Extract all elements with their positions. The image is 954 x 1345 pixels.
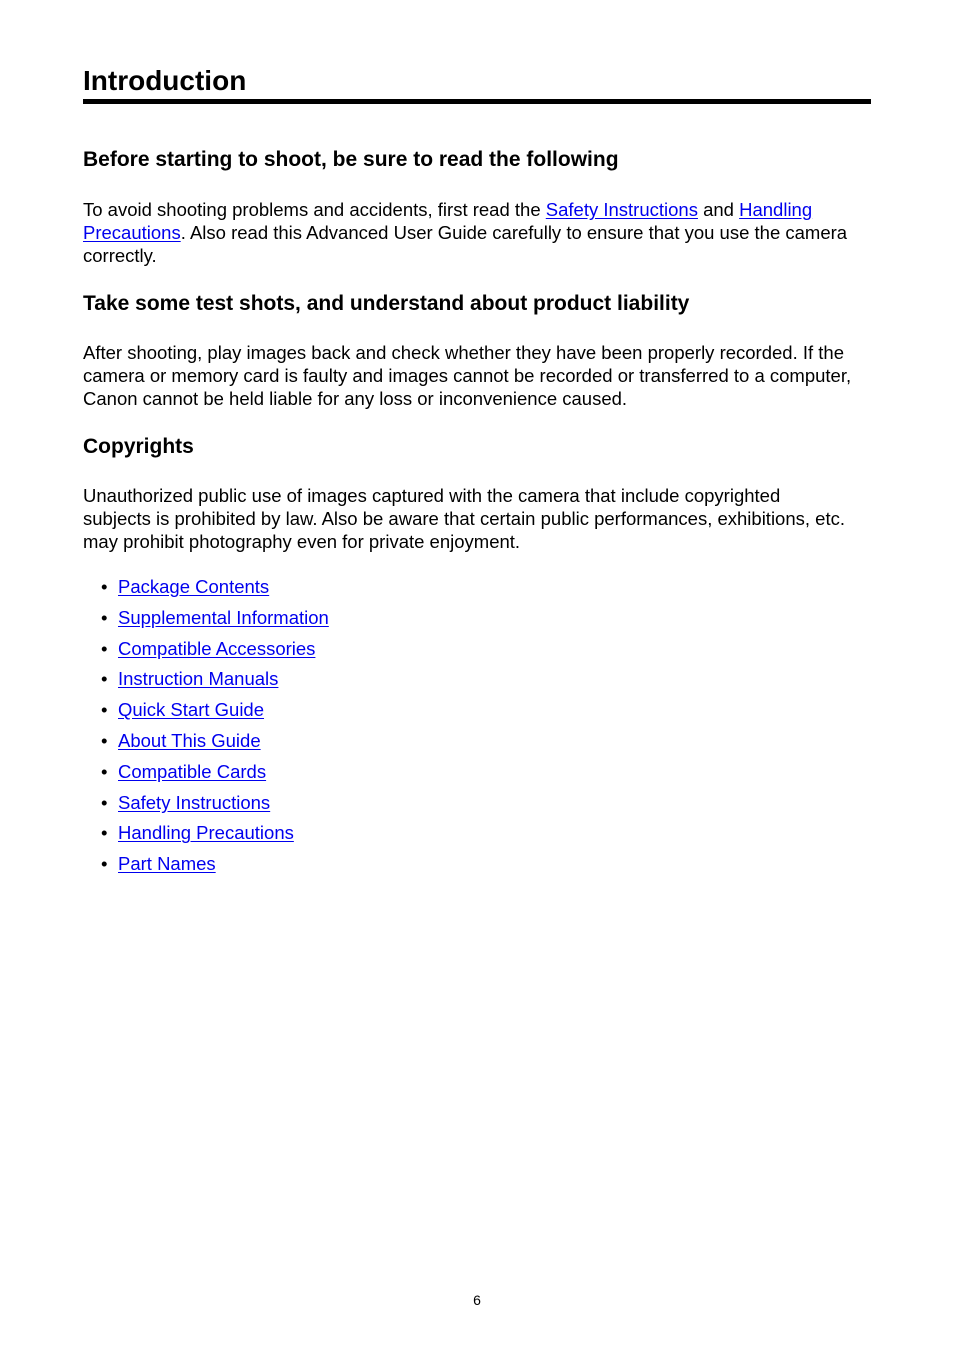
list-item (83, 790, 329, 821)
body-text: . Also read this Advanced User Guide carefully to ensure that you use the camera correctly. (83, 222, 848, 266)
title-divider (83, 99, 871, 104)
list-item (83, 851, 329, 882)
body-text: To avoid shooting problems and accidents, first read the (83, 199, 546, 220)
list-item (83, 697, 329, 728)
bullet: • (101, 729, 108, 751)
section-heading-copyrights: Copyrights (83, 435, 194, 458)
link-compatible-accessories[interactable]: Compatible Accessories (118, 637, 316, 659)
link-safety-instructions[interactable]: Safety Instructions (118, 791, 271, 813)
bullet: • (101, 791, 108, 813)
list-item (83, 666, 329, 697)
related-links-list (83, 574, 329, 882)
list-item (83, 759, 329, 790)
link-safety-instructions-inline[interactable]: Safety Instructions (545, 199, 698, 220)
bullet: • (101, 668, 108, 690)
link-package-contents[interactable]: Package Contents (118, 576, 270, 597)
link-handling-precautions[interactable]: Handling Precautions (118, 822, 294, 844)
bullet: • (101, 822, 108, 844)
section-heading-test-shots: Take some test shots, and understand about product liability (83, 292, 690, 315)
body-text: and (697, 199, 740, 220)
bullet: • (101, 606, 108, 628)
bullet: • (101, 576, 108, 597)
bullet: • (101, 637, 108, 659)
list-item (83, 820, 329, 851)
list-item (83, 636, 329, 667)
list-item (83, 728, 329, 759)
link-supplemental-information[interactable]: Supplemental Information (118, 606, 329, 628)
page-title: Introduction (83, 65, 247, 96)
link-quick-start-guide[interactable]: Quick Start Guide (118, 699, 265, 721)
link-instruction-manuals[interactable]: Instruction Manuals (118, 668, 279, 690)
link-about-this-guide[interactable]: About This Guide (118, 729, 261, 751)
section-body-before-shooting (83, 198, 853, 267)
list-item (83, 605, 329, 636)
section-heading-before-shooting: Before starting to shoot, be sure to read the following (83, 148, 619, 171)
link-compatible-cards[interactable]: Compatible Cards (118, 760, 267, 782)
page-number: 6 (473, 1292, 481, 1308)
bullet: • (101, 853, 108, 875)
bullet: • (101, 699, 108, 721)
section-body-copyrights: Unauthorized public use of images captured with the camera that include copyrighted subjects is prohibited by law. Also be aware that certain public performances, exhibitions, etc. may prohibit photography even for private enjoyment. (83, 485, 845, 552)
list-item (83, 574, 329, 605)
link-handling-precautions-inline[interactable]: Handling Precautions (83, 199, 813, 243)
bullet: • (101, 760, 108, 782)
section-body-test-shots: After shooting, play images back and check whether they have been properly recorded. If the camera or memory card is faulty and images cannot be recorded or transferred to a computer, Canon cannot be held liable for any loss or inconvenience caused. (83, 342, 852, 409)
link-part-names[interactable]: Part Names (118, 853, 216, 875)
